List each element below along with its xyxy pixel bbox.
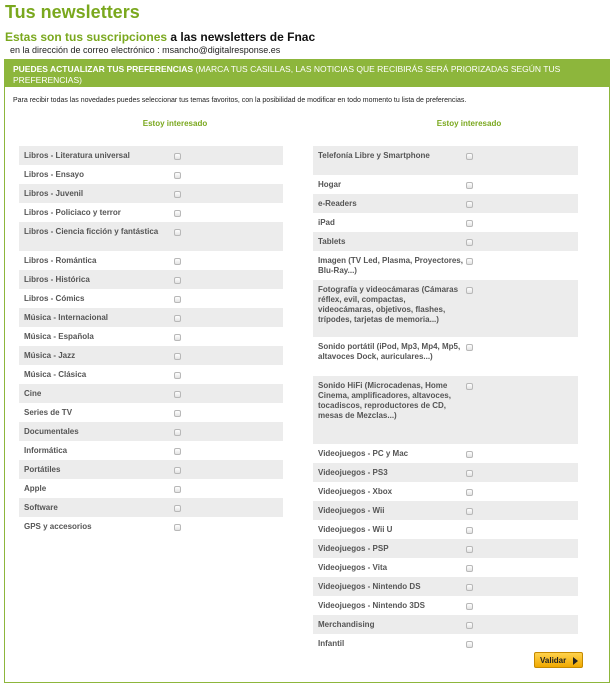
topic-row [313, 232, 578, 251]
topic-checkbox[interactable] [174, 524, 181, 531]
topic-row [313, 444, 578, 463]
topic-row [313, 501, 578, 520]
topic-row [19, 308, 283, 327]
topic-checkbox[interactable] [174, 153, 181, 160]
topic-label: Fotografía y videocámaras (Cámaras réflex, evil, compactas, videocámaras, objetivos, flashes, trípodes, tarjetas de memoria...) [318, 285, 459, 324]
preferences-header-title: PUEDES ACTUALIZAR TUS PREFERENCIAS [13, 64, 194, 74]
topic-checkbox[interactable] [174, 429, 181, 436]
subscriptions-heading-highlight: Estas son tus suscripciones [5, 30, 168, 44]
preferences-header [5, 60, 609, 87]
topic-checkbox[interactable] [466, 470, 473, 477]
topic-label: e-Readers [318, 199, 357, 208]
topic-row [19, 165, 283, 184]
topic-checkbox[interactable] [466, 622, 473, 629]
topic-checkbox[interactable] [466, 641, 473, 648]
topic-checkbox[interactable] [466, 220, 473, 227]
topic-row [19, 222, 283, 251]
topic-label: Infantil [318, 639, 345, 648]
topic-checkbox[interactable] [466, 344, 473, 351]
topic-label: Hogar [318, 180, 342, 189]
topic-checkbox[interactable] [174, 210, 181, 217]
topic-label: Música - Española [24, 332, 94, 341]
topic-row [313, 337, 578, 376]
topic-row [313, 558, 578, 577]
topic-label: Tablets [318, 237, 346, 246]
validate-button-label: Validar [540, 656, 567, 665]
left-column-header: Estoy interesado [142, 119, 208, 128]
topic-label: Libros - Policiaco y terror [24, 208, 121, 217]
subscriptions-heading-rest: a las newsletters de Fnac [167, 30, 316, 44]
topic-row [313, 213, 578, 232]
topic-checkbox[interactable] [466, 603, 473, 610]
topic-row [19, 479, 283, 498]
topic-row [19, 422, 283, 441]
topic-label: Merchandising [318, 620, 375, 629]
topic-label: Libros - Literatura universal [24, 151, 130, 160]
topic-row [313, 596, 578, 615]
preferences-header-note: (MARCA TUS CASILLAS, LAS NOTICIAS QUE RECIBIRÁS SERÁ PRIORIZADAS SEGÚN TUS PREFERENCIAS) [13, 64, 561, 85]
topic-row [19, 251, 283, 270]
topic-checkbox[interactable] [174, 258, 181, 265]
topic-checkbox[interactable] [174, 315, 181, 322]
topic-row [19, 327, 283, 346]
preferences-intro: Para recibir todas las novedades puedes seleccionar tus temas favoritos, con la posibilidad de modificar en todo momento tu lista de preferencias. [13, 97, 467, 104]
topic-checkbox[interactable] [466, 584, 473, 591]
topic-label: Documentales [24, 427, 79, 436]
topic-label: Libros - Ciencia ficción y fantástica [24, 227, 159, 236]
topic-row [313, 615, 578, 634]
topic-row [19, 146, 283, 165]
topic-checkbox[interactable] [174, 277, 181, 284]
topic-checkbox[interactable] [466, 565, 473, 572]
topic-checkbox[interactable] [466, 489, 473, 496]
topic-label: iPad [318, 218, 335, 227]
topic-checkbox[interactable] [174, 391, 181, 398]
topic-label: Series de TV [24, 408, 73, 417]
topic-label: Videojuegos - PC y Mac [318, 449, 409, 458]
topic-row [313, 520, 578, 539]
email-address-line: en la dirección de correo electrónico : msancho@digitalresponse.es [10, 45, 281, 55]
arrow-right-icon [573, 657, 578, 665]
topic-row [313, 146, 578, 175]
topic-checkbox[interactable] [466, 239, 473, 246]
topic-row [19, 384, 283, 403]
topic-label: Libros - Romántica [24, 256, 97, 265]
topic-label: Sonido portátil (iPod, Mp3, Mp4, Mp5, altavoces Dock, auriculares...) [318, 342, 461, 361]
topic-checkbox[interactable] [466, 451, 473, 458]
topic-checkbox[interactable] [466, 546, 473, 553]
topic-label: Apple [24, 484, 47, 493]
topic-label: Videojuegos - Nintendo DS [318, 582, 421, 591]
topic-row [313, 577, 578, 596]
topic-label: Videojuegos - Nintendo 3DS [318, 601, 425, 610]
topic-row [313, 376, 578, 444]
topic-checkbox[interactable] [174, 229, 181, 236]
topic-label: Música - Clásica [24, 370, 87, 379]
topic-label: Portátiles [24, 465, 61, 474]
topic-row [19, 346, 283, 365]
topic-label: Sonido HiFi (Microcadenas, Home Cinema, amplificadores, altavoces, tocadiscos, reproductores de CD, mesas de Mezclas...) [318, 381, 451, 420]
topic-row [19, 289, 283, 308]
topic-label: Videojuegos - Vita [318, 563, 388, 572]
topic-label: Libros - Cómics [24, 294, 85, 303]
page-title: Tus newsletters [5, 2, 140, 22]
topic-label: Videojuegos - PS3 [318, 468, 388, 477]
topic-row [313, 482, 578, 501]
topic-row [313, 194, 578, 213]
topic-checkbox[interactable] [174, 505, 181, 512]
topic-label: Cine [24, 389, 42, 398]
topic-checkbox[interactable] [466, 182, 473, 189]
topic-row [19, 365, 283, 384]
topic-checkbox[interactable] [174, 334, 181, 341]
topic-checkbox[interactable] [174, 467, 181, 474]
topic-checkbox[interactable] [466, 153, 473, 160]
topic-label: Música - Jazz [24, 351, 76, 360]
topic-checkbox[interactable] [174, 410, 181, 417]
topic-checkbox[interactable] [174, 448, 181, 455]
topic-checkbox[interactable] [174, 172, 181, 179]
topic-checkbox[interactable] [174, 296, 181, 303]
topic-row [19, 270, 283, 289]
topic-checkbox[interactable] [466, 287, 473, 294]
topic-label: Libros - Histórica [24, 275, 90, 284]
topic-checkbox[interactable] [174, 486, 181, 493]
topic-label: Imagen (TV Led, Plasma, Proyectores, Blu-Ray...) [318, 256, 463, 275]
preferences-panel [4, 59, 610, 683]
topic-checkbox[interactable] [174, 191, 181, 198]
topic-label: Telefonía Libre y Smartphone [318, 151, 430, 160]
validate-button[interactable] [534, 652, 583, 668]
topic-row [313, 175, 578, 194]
right-column-header: Estoy interesado [436, 119, 502, 128]
topic-label: Informática [24, 446, 68, 455]
topic-row [19, 460, 283, 479]
topic-row [313, 539, 578, 558]
topic-row [313, 463, 578, 482]
topic-checkbox[interactable] [466, 383, 473, 390]
topic-checkbox[interactable] [466, 508, 473, 515]
topic-label: Videojuegos - Wii U [318, 525, 393, 534]
topic-checkbox[interactable] [174, 372, 181, 379]
topic-row [19, 184, 283, 203]
topic-row [313, 634, 578, 653]
topic-row [19, 441, 283, 460]
topic-label: Videojuegos - Xbox [318, 487, 393, 496]
topic-label: Libros - Juvenil [24, 189, 84, 198]
topic-row [313, 251, 578, 280]
topic-row [19, 403, 283, 422]
topic-label: Libros - Ensayo [24, 170, 85, 179]
topic-label: Música - Internacional [24, 313, 109, 322]
topic-row [19, 517, 283, 536]
topic-label: Videojuegos - Wii [318, 506, 385, 515]
topic-checkbox[interactable] [466, 527, 473, 534]
topic-checkbox[interactable] [466, 258, 473, 265]
topic-row [19, 203, 283, 222]
subscriptions-heading [5, 30, 315, 44]
topic-checkbox[interactable] [466, 201, 473, 208]
topic-row [19, 498, 283, 517]
topic-row [313, 280, 578, 337]
topic-checkbox[interactable] [174, 353, 181, 360]
topic-label: GPS y accesorios [24, 522, 92, 531]
topic-label: Videojuegos - PSP [318, 544, 389, 553]
topic-label: Software [24, 503, 58, 512]
